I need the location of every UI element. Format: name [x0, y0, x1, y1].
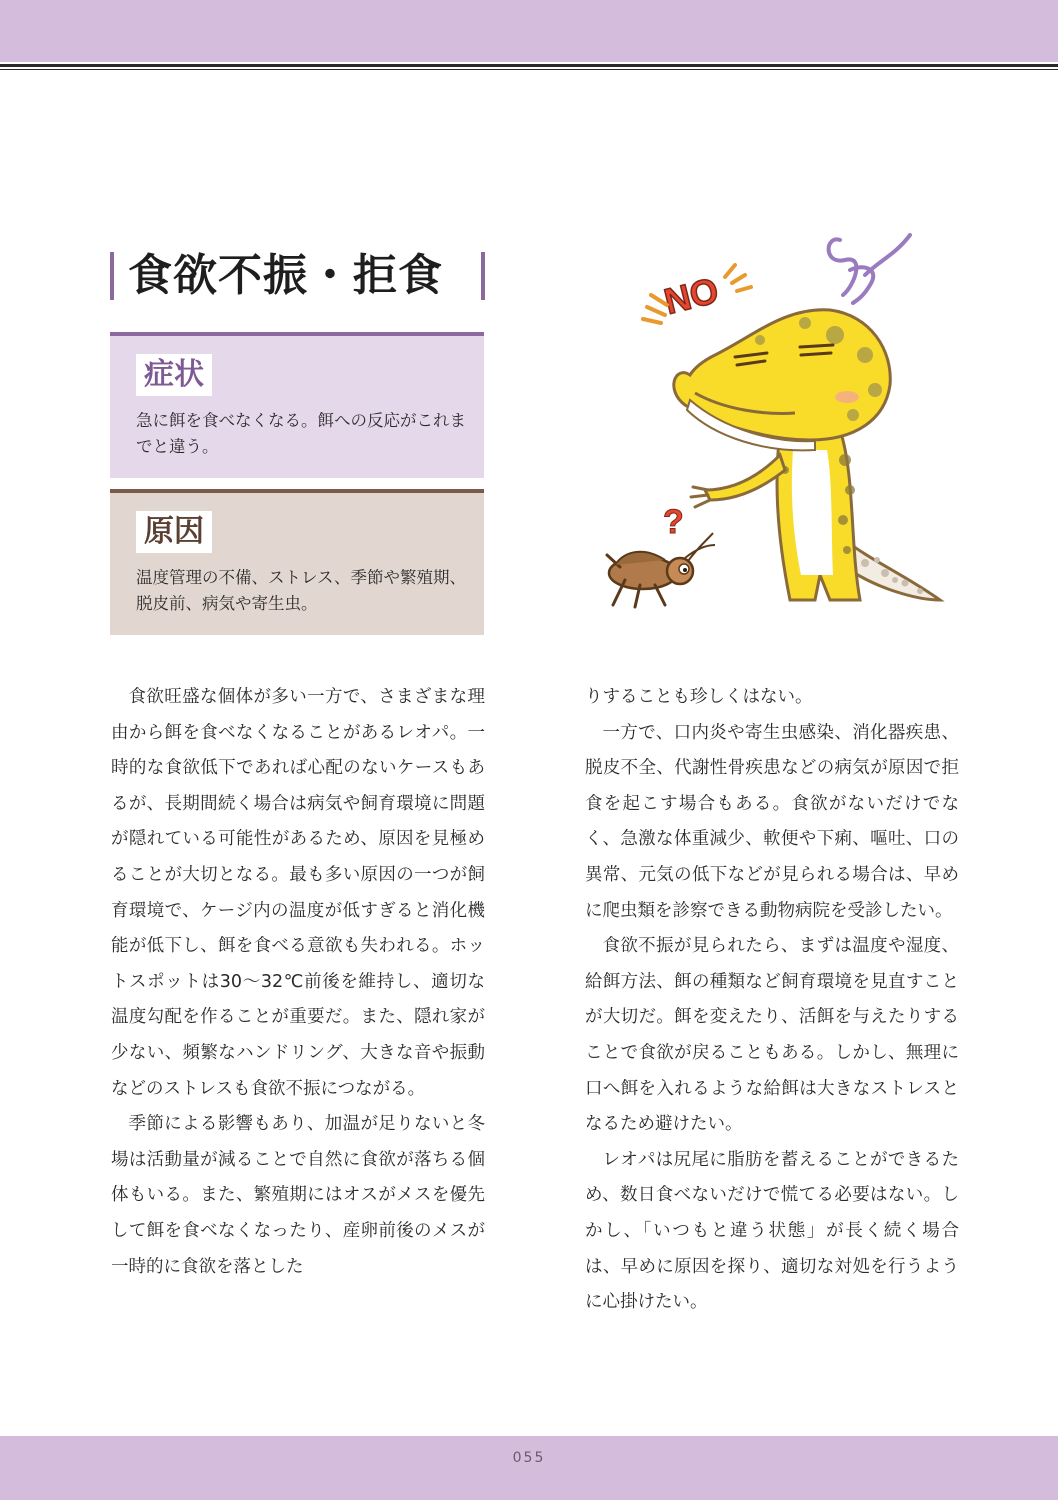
- gecko-illustration: [595, 215, 955, 615]
- paragraph-continued: りすることも珍しくはない。: [585, 687, 813, 707]
- svg-text:NO: NO: [660, 269, 723, 322]
- paragraph: 季節による影響もあり、加温が足りないと冬場は活動量が減ることで自然に食欲が落ちる個体もいる。また、繁殖期にはオスがメスを優先して餌を食べなくなったり、産卵前後のメスが一時的に食欲を落とした: [111, 1114, 485, 1277]
- causes-label: 原因: [136, 511, 212, 553]
- no-speech: [660, 269, 722, 322]
- title-bar-left: [110, 252, 114, 300]
- header-band: [0, 0, 1058, 62]
- body-column-left: [111, 680, 485, 1285]
- body-column-right: [585, 680, 959, 1321]
- page-number: 055: [512, 1450, 546, 1466]
- gecko-arm: [705, 455, 785, 500]
- question-mark: ?: [663, 503, 684, 541]
- symptoms-box: [110, 332, 484, 478]
- gecko-belly: [792, 450, 833, 575]
- paragraph: 食欲不振が見られたら、まずは温度や湿度、給餌方法、餌の種類など飼育環境を見直すことが大切だ。餌を変えたり、活餌を与えたりすることで食欲が戻ることもある。しかし、無理に口へ餌を入れるような給餌は大きなストレスとなるため避けたい。: [585, 936, 959, 1135]
- gecko-cheek: [835, 391, 859, 403]
- paragraph: 一方で、口内炎や寄生虫感染、消化器疾患、脱皮不全、代謝性骨疾患などの病気が原因で拒食を起こす場合もある。食欲がないだけでなく、急激な体重減少、軟便や下痢、嘔吐、口の異常、元気の低下などが見られる場合は、早めに爬虫類を診察できる動物病院を受診したい。: [585, 722, 959, 921]
- emphasis-lines-right: [725, 265, 751, 291]
- symptoms-label: 症状: [136, 354, 212, 396]
- footer-band: [0, 1436, 1058, 1500]
- header-rule: [0, 64, 1058, 67]
- title-bar-right: [481, 252, 485, 300]
- section-title-block: [110, 250, 485, 302]
- symptoms-text: 急に餌を食べなくなる。餌への反応がこれまでと違う。: [136, 411, 466, 456]
- page-title: 食欲不振・拒食: [128, 250, 443, 301]
- causes-text: 温度管理の不備、ストレス、季節や繁殖期、脱皮前、病気や寄生虫。: [136, 568, 466, 613]
- header-rule-thin: [0, 69, 1058, 70]
- cricket: [607, 533, 715, 607]
- paragraph: レオパは尻尾に脂肪を蓄えることができるため、数日食べないだけで慌てる必要はない。しかし、「いつもと違う状態」が長く続く場合は、早めに原因を探り、適切な対処を行うように心掛けたい。: [585, 1149, 959, 1313]
- paragraph: 食欲旺盛な個体が多い一方で、さまざまな理由から餌を食べなくなることがあるレオパ。一時的な食欲低下であれば心配のないケースもあるが、長期間続く場合は病気や飼育環境に問題が隠れている可能性があるため、原因を見極めることが大切となる。最も多い原因の一つが飼育環境で、ケージ内の温度が低すぎると消化機能が低下し、餌を食べる意欲も失われる。ホットスポットは30〜32℃前後を維持し、適切な温度勾配を作ることが重要だ。また、隠れ家が少ない、頻繁なハンドリング、大きな音や振動などのストレスも食欲不振につながる。: [111, 687, 485, 1099]
- scribble-mark: [829, 235, 910, 303]
- causes-box: [110, 489, 484, 635]
